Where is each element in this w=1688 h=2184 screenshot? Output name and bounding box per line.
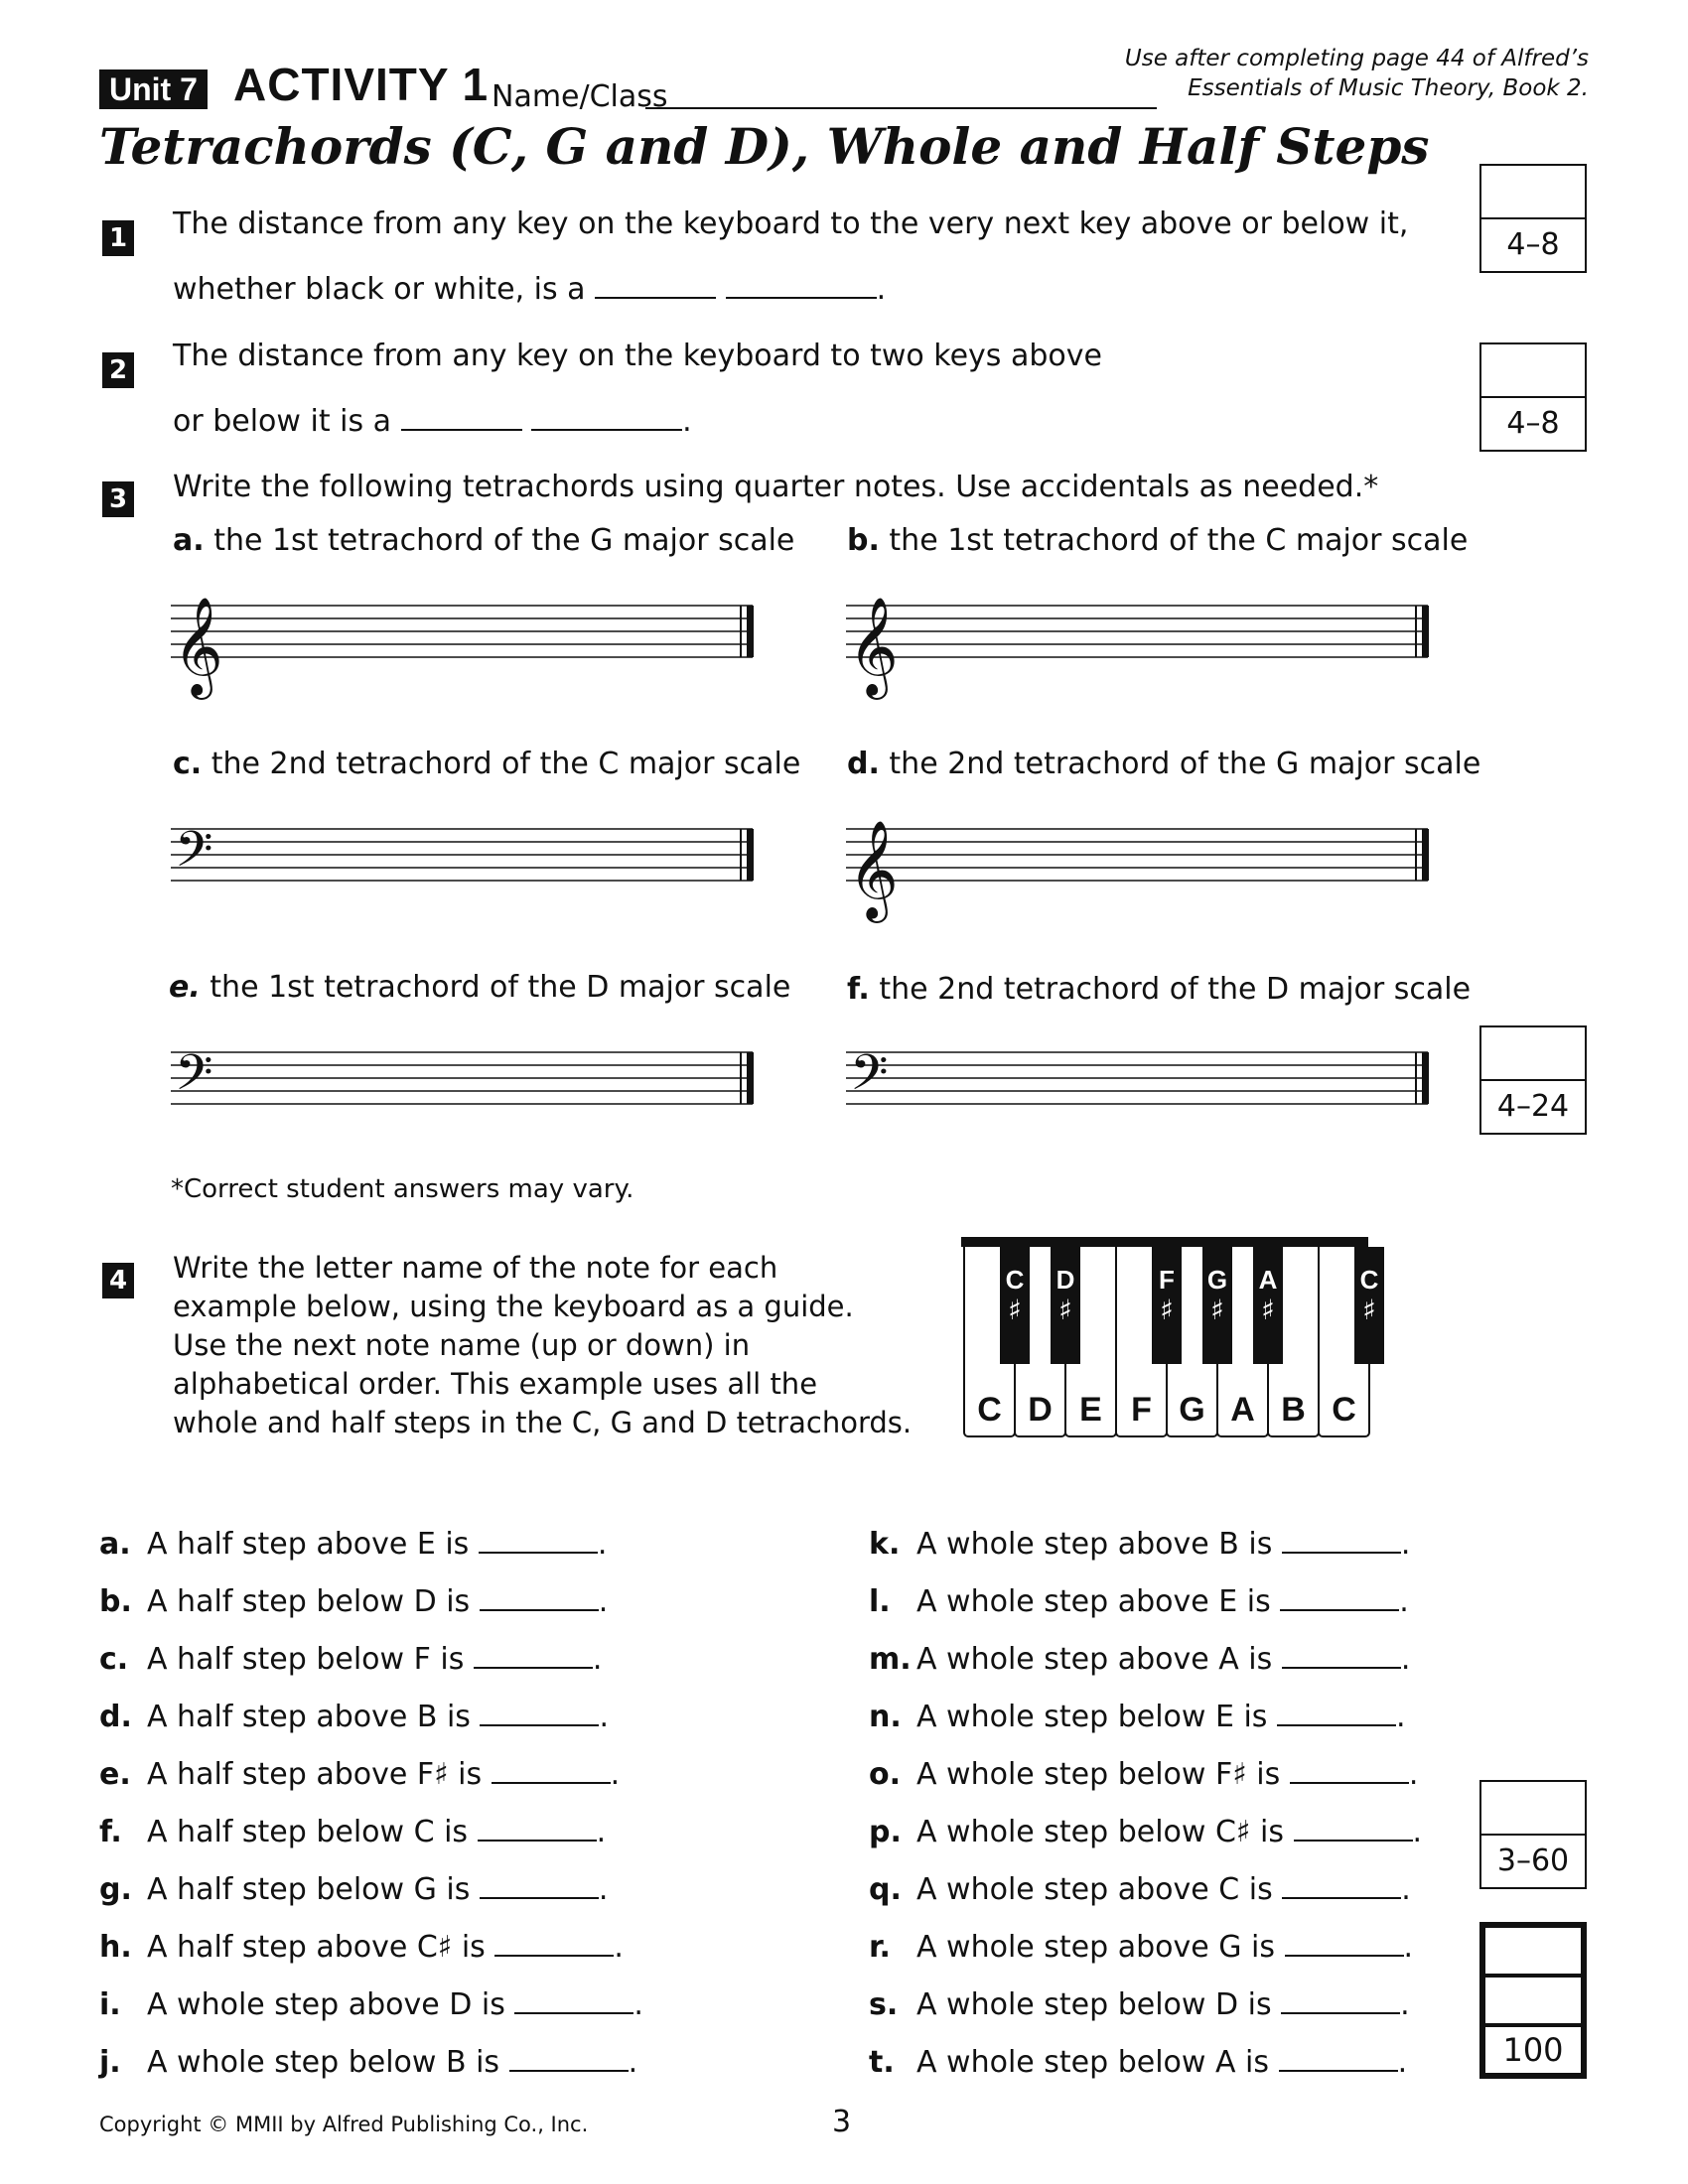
item-letter: d.: [847, 747, 880, 781]
item-text: A half step below G is: [147, 1872, 471, 1907]
instruction-line: Use the next note name (up or down) in: [173, 1328, 751, 1362]
barline-thick: [1422, 606, 1429, 657]
item-text: A whole step below A is: [916, 2045, 1270, 2080]
total-score-entry[interactable]: [1485, 1928, 1581, 1978]
black-key-label: F: [1159, 1265, 1175, 1295]
list-item: m. A whole step above A is .: [869, 1631, 1422, 1689]
white-key-label: B: [1281, 1391, 1306, 1429]
score-range: 4–8: [1506, 406, 1560, 441]
black-key: [1051, 1247, 1080, 1364]
item-letter: e.: [169, 970, 201, 1005]
score-box: [1479, 1025, 1587, 1135]
question-2-number: 2: [102, 352, 134, 388]
item-letter: f.: [847, 972, 870, 1007]
question-2-line2-wrap: or below it is a .: [173, 404, 692, 439]
treble-clef-icon: 𝄞: [848, 820, 899, 919]
item-letter: s.: [869, 1987, 899, 2022]
score-range: 4–24: [1496, 1089, 1570, 1124]
answer-blank[interactable]: [1280, 1585, 1399, 1611]
list-item: p. A whole step below C♯ is .: [869, 1804, 1422, 1861]
usage-note-line1: Use after completing page 44 of Alfred’s: [1124, 46, 1589, 71]
score-range: 4–8: [1506, 227, 1560, 262]
name-class-field[interactable]: [645, 107, 1157, 109]
score-box: [1479, 1780, 1587, 1889]
item-letter: i.: [99, 1987, 121, 2022]
list-item: a. A half step above E is .: [99, 1516, 643, 1573]
whole-step-list: [869, 1516, 1422, 2092]
list-item: d. A half step above B is .: [99, 1689, 643, 1746]
sharp-sign: ♯: [1160, 1294, 1174, 1326]
bass-clef-icon: 𝄢: [175, 821, 213, 890]
list-item: r. A whole step above G is .: [869, 1919, 1422, 1977]
question-4-number: 4: [102, 1263, 134, 1298]
half-step-list: [99, 1516, 643, 2092]
score-entry[interactable]: [1481, 166, 1585, 219]
question-1-number: 1: [102, 220, 134, 256]
black-key: [1152, 1247, 1182, 1364]
item-text: A half step below C is: [147, 1815, 469, 1849]
list-item: t. A whole step below A is .: [869, 2034, 1422, 2092]
list-item: e. A half step above F♯ is .: [99, 1746, 643, 1804]
list-item: s. A whole step below D is .: [869, 1977, 1422, 2034]
list-item: l. A whole step above E is .: [869, 1573, 1422, 1631]
list-item: n. A whole step below E is .: [869, 1689, 1422, 1746]
barline-thick: [747, 1052, 754, 1104]
list-item: g. A half step below G is .: [99, 1861, 643, 1919]
staff-b[interactable]: [844, 576, 1450, 715]
instruction-line: alphabetical order. This example uses all the: [173, 1367, 818, 1401]
score-box: [1479, 164, 1587, 273]
answer-blank[interactable]: [478, 1816, 597, 1842]
total-score-value: 100: [1502, 2031, 1564, 2069]
barline-thick: [747, 606, 754, 657]
list-item: j. A whole step below B is .: [99, 2034, 643, 2092]
item-text: the 2nd tetrachord of the C major scale: [211, 747, 801, 781]
sharp-sign: ♯: [1210, 1294, 1224, 1326]
item-text: A whole step below E is: [916, 1700, 1268, 1734]
score-box: [1479, 342, 1587, 452]
white-key-label: G: [1179, 1391, 1205, 1429]
item-letter: b.: [847, 523, 880, 558]
black-key-label: D: [1055, 1265, 1075, 1295]
score-entry[interactable]: [1481, 1027, 1585, 1081]
keyboard-diagram: [961, 1237, 1379, 1447]
tetrachord-item-c: [173, 747, 800, 781]
answer-blank[interactable]: [1279, 2046, 1398, 2072]
sharp-sign: ♯: [1008, 1294, 1022, 1326]
answer-blank[interactable]: [479, 1528, 598, 1554]
total-score-box: [1479, 1922, 1587, 2079]
answer-blank[interactable]: [514, 1988, 633, 2014]
answer-blank[interactable]: [1285, 1931, 1404, 1957]
instruction-line: example below, using the keyboard as a guide.: [173, 1290, 854, 1323]
item-letter: t.: [869, 2045, 895, 2080]
white-key-label: C: [977, 1391, 1002, 1429]
answer-blank[interactable]: [480, 1873, 599, 1899]
item-text: A whole step below D is: [916, 1987, 1272, 2022]
answer-blank[interactable]: [474, 1643, 593, 1669]
usage-note: [1092, 44, 1589, 103]
page-number: 3: [832, 2105, 852, 2139]
score-entry[interactable]: [1481, 1782, 1585, 1836]
name-class-label: Name/Class: [492, 79, 668, 114]
item-letter: g.: [99, 1872, 132, 1907]
item-letter: b.: [99, 1584, 132, 1619]
answer-blank[interactable]: [401, 405, 522, 431]
treble-clef-icon: 𝄞: [173, 597, 223, 696]
keyboard-top-bar: [961, 1237, 1368, 1247]
tetrachord-item-d: [847, 747, 1480, 781]
item-text: A half step above B is: [147, 1700, 471, 1734]
item-text: A whole step above C is: [916, 1872, 1273, 1907]
barline-thick: [1422, 829, 1429, 881]
question-1-line2: whether black or white, is a: [173, 272, 586, 307]
staff-e[interactable]: [169, 1023, 774, 1161]
tetrachord-item-f: [847, 972, 1471, 1007]
item-letter: j.: [99, 2045, 121, 2080]
staff-f[interactable]: [844, 1023, 1450, 1161]
staff-a[interactable]: [169, 576, 774, 715]
question-3-instruction: Write the following tetrachords using quarter notes. Use accidentals as needed.*: [173, 470, 1379, 504]
item-letter: p.: [869, 1815, 902, 1849]
black-key-label: G: [1206, 1265, 1228, 1295]
answer-blank[interactable]: [492, 1758, 611, 1784]
item-text: A whole step below F♯ is: [916, 1757, 1281, 1792]
barline-thick: [747, 829, 754, 881]
item-letter: l.: [869, 1584, 891, 1619]
answer-blank[interactable]: [480, 1585, 599, 1611]
tetrachord-item-b: [847, 523, 1468, 558]
item-text: A whole step above A is: [916, 1642, 1273, 1677]
instruction-line: whole and half steps in the C, G and D tetrachords.: [173, 1406, 913, 1439]
item-text: A whole step above B is: [916, 1527, 1273, 1562]
answer-blank[interactable]: [1281, 1988, 1400, 2014]
black-key-label: C: [1359, 1265, 1379, 1295]
item-letter: e.: [99, 1757, 131, 1792]
item-text: the 1st tetrachord of the C major scale: [889, 523, 1469, 558]
list-item: c. A half step below F is .: [99, 1631, 643, 1689]
question-1-line1: The distance from any key on the keyboard to the very next key above or below it,: [173, 206, 1409, 241]
list-item: b. A half step below D is .: [99, 1573, 643, 1631]
item-text: A half step below F is: [147, 1642, 465, 1677]
list-item: k. A whole step above B is .: [869, 1516, 1422, 1573]
item-letter: c.: [99, 1642, 129, 1677]
white-key-label: D: [1028, 1391, 1053, 1429]
tetrachord-item-e: [169, 970, 790, 1005]
item-text: A whole step above D is: [147, 1987, 505, 2022]
item-text: A half step above F♯ is: [147, 1757, 483, 1792]
item-letter: n.: [869, 1700, 902, 1734]
list-item: f. A half step below C is .: [99, 1804, 643, 1861]
answer-blank[interactable]: [595, 273, 716, 299]
score-range: 3–60: [1496, 1843, 1570, 1878]
item-letter: r.: [869, 1930, 891, 1965]
usage-note-line2: Essentials of Music Theory, Book 2.: [1188, 75, 1589, 101]
item-letter: o.: [869, 1757, 902, 1792]
question-4-instructions: [173, 1249, 912, 1442]
sharp-sign: ♯: [1058, 1294, 1072, 1326]
item-text: A whole step below B is: [147, 2045, 500, 2080]
item-text: the 1st tetrachord of the G major scale: [213, 523, 795, 558]
activity-heading: ACTIVITY 1: [233, 59, 490, 110]
white-key-label: C: [1332, 1391, 1356, 1429]
item-letter: a.: [173, 523, 205, 558]
item-letter: d.: [99, 1700, 132, 1734]
answer-blank[interactable]: [1290, 1758, 1409, 1784]
answer-blank[interactable]: [1282, 1643, 1401, 1669]
question-3-number: 3: [102, 481, 134, 517]
total-score-entry[interactable]: [1485, 1978, 1581, 2027]
list-item: i. A whole step above D is .: [99, 1977, 643, 2034]
white-key-label: F: [1131, 1391, 1152, 1429]
answer-blank[interactable]: [1277, 1701, 1396, 1726]
white-key-label: E: [1079, 1391, 1102, 1429]
tetrachord-item-a: [173, 523, 794, 558]
black-key: [1202, 1247, 1232, 1364]
question-2-line2: or below it is a: [173, 404, 392, 439]
item-text: A half step above C♯ is: [147, 1930, 486, 1965]
item-text: A half step above E is: [147, 1527, 470, 1562]
page-title: Tetrachords (C, G and D), Whole and Half Steps: [99, 117, 1430, 176]
barline-thick: [1422, 1052, 1429, 1104]
white-key-label: A: [1230, 1391, 1255, 1429]
item-text: A whole step above E is: [916, 1584, 1271, 1619]
sharp-sign: ♯: [1261, 1294, 1275, 1326]
item-letter: c.: [173, 747, 203, 781]
answer-blank[interactable]: [1294, 1816, 1413, 1842]
black-key: [1253, 1247, 1283, 1364]
sharp-sign: ♯: [1362, 1294, 1376, 1326]
list-item: o. A whole step below F♯ is .: [869, 1746, 1422, 1804]
unit-badge: Unit 7: [99, 69, 208, 109]
answer-blank[interactable]: [726, 273, 877, 299]
item-text: the 2nd tetrachord of the G major scale: [889, 747, 1481, 781]
staff-c[interactable]: [169, 799, 774, 938]
instruction-line: Write the letter name of the note for each: [173, 1251, 778, 1285]
copyright: Copyright © MMII by Alfred Publishing Co., Inc.: [99, 2113, 589, 2136]
item-text: the 2nd tetrachord of the D major scale: [879, 972, 1472, 1007]
item-letter: q.: [869, 1872, 902, 1907]
black-key-label: A: [1258, 1265, 1278, 1295]
score-entry[interactable]: [1481, 344, 1585, 398]
answer-blank[interactable]: [509, 2046, 629, 2072]
item-letter: f.: [99, 1815, 122, 1849]
item-text: A half step below D is: [147, 1584, 471, 1619]
item-letter: a.: [99, 1527, 131, 1562]
item-text: A whole step below C♯ is: [916, 1815, 1284, 1849]
question-1-line2-wrap: whether black or white, is a .: [173, 272, 887, 307]
answer-blank[interactable]: [531, 405, 682, 431]
answer-blank[interactable]: [480, 1701, 599, 1726]
black-key: [1354, 1247, 1384, 1364]
item-text: A whole step above G is: [916, 1930, 1275, 1965]
answer-blank[interactable]: [1282, 1873, 1401, 1899]
question-2-line1: The distance from any key on the keyboard to two keys above: [173, 339, 1102, 373]
bass-clef-icon: 𝄢: [175, 1044, 213, 1114]
list-item: h. A half step above C♯ is .: [99, 1919, 643, 1977]
staff-d[interactable]: [844, 799, 1450, 938]
black-key-label: C: [1005, 1265, 1025, 1295]
answer-blank[interactable]: [494, 1931, 614, 1957]
item-text: the 1st tetrachord of the D major scale: [210, 970, 791, 1005]
item-letter: k.: [869, 1527, 901, 1562]
item-letter: h.: [99, 1930, 132, 1965]
answer-blank[interactable]: [1282, 1528, 1401, 1554]
black-key: [1000, 1247, 1030, 1364]
treble-clef-icon: 𝄞: [848, 597, 899, 696]
bass-clef-icon: 𝄢: [850, 1044, 889, 1114]
item-letter: m.: [869, 1642, 912, 1677]
list-item: q. A whole step above C is .: [869, 1861, 1422, 1919]
footnote: *Correct student answers may vary.: [171, 1174, 634, 1204]
